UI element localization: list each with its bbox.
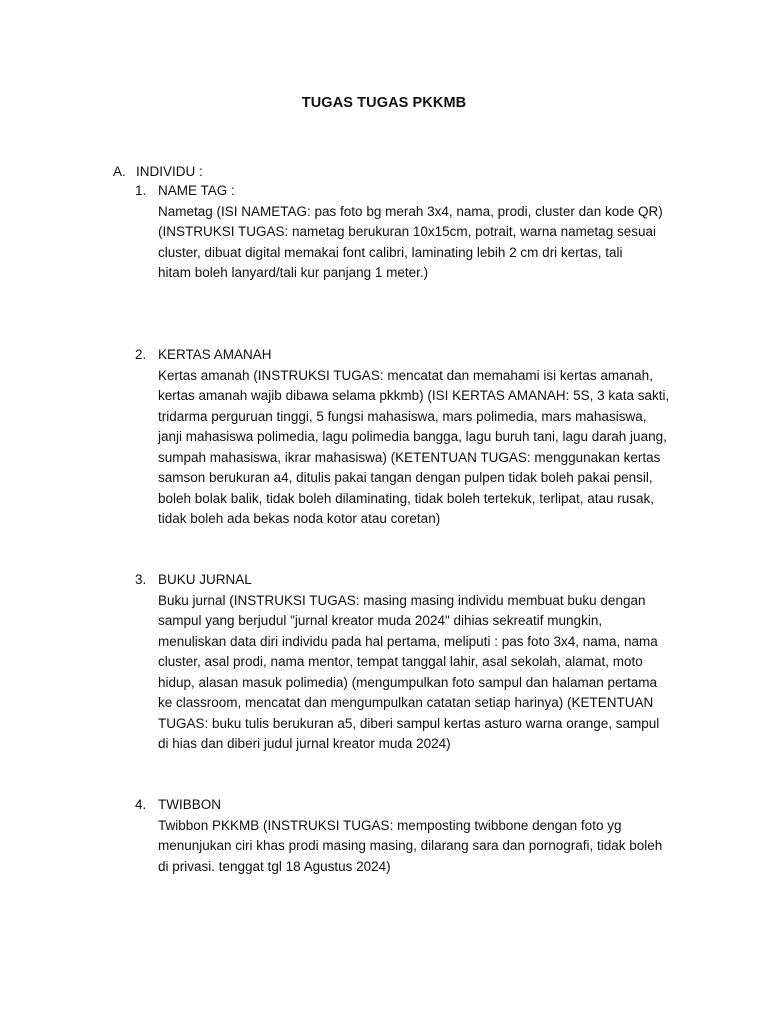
item-body-line: hidup, alasan masuk polimedia) (mengumpulkan foto sampul dan halaman pertama [158, 674, 658, 690]
item-number: 4. [135, 797, 147, 812]
list-item-name-tag [135, 181, 695, 284]
list-item-twibbon [135, 795, 695, 877]
item-body-line: kertas amanah wajib dibawa selama pkkmb) (ISI KERTAS AMANAH: 5S, 3 kata sakti, [158, 388, 670, 403]
item-heading: NAME TAG : [158, 183, 235, 198]
list-item-buku-jurnal [135, 570, 695, 755]
list-item-kertas-amanah [135, 345, 695, 530]
item-body-line: samson berukuran a4, ditulis pakai tangan dengan pulpen tidak boleh pakai pensil, [158, 470, 653, 485]
item-body-line: cluster, asal prodi, nama mentor, tempat tanggal lahir, asal sekolah, alamat, moto [158, 654, 643, 669]
item-body-line: Twibbon PKKMB (INSTRUKSI TUGAS: memposting twibbone dengan foto yg [158, 817, 622, 833]
item-body-line: ke classroom, mencatat dan mengumpulkan catatan setiap harinya) (KETENTUAN [158, 695, 654, 710]
item-body-line: di privasi. tenggat tgl 18 Agustus 2024) [158, 858, 391, 874]
item-body-line: tridarma perguruan tinggi, 5 fungsi mahasiswa, mars polimedia, mars mahasiswa, [158, 408, 647, 424]
item-body [158, 202, 688, 284]
item-body-line: menuliskan data diri individu pada hal pertama, meliputi : pas foto 3x4, nama, nama [158, 633, 658, 649]
item-body [158, 816, 688, 878]
item-number: 3. [135, 572, 147, 587]
item-number: 1. [135, 183, 147, 198]
item-body [158, 591, 688, 755]
document-title: TUGAS TUGAS PKKMB [301, 95, 467, 111]
item-body-line: sumpah mahasiswa, ikrar mahasiswa) (KETENTUAN TUGAS: menggunakan kertas [158, 449, 661, 465]
item-heading: TWIBBON [158, 797, 221, 812]
item-body-line: (INSTRUKSI TUGAS: nametag berukuran 10x15cm, potrait, warna nametag sesuai [158, 224, 656, 239]
item-body-line: di hias dan diberi judul jurnal kreator muda 2024) [158, 736, 451, 751]
item-number: 2. [135, 347, 147, 362]
section-marker: A. [113, 164, 126, 179]
item-body-line: Kertas amanah (INSTRUKSI TUGAS: mencatat dan memahami isi kertas amanah, [158, 367, 653, 383]
item-body-line: Nametag (ISI NAMETAG: pas foto bg merah 3x4, nama, prodi, cluster dan kode QR) [158, 203, 663, 219]
item-body-line: TUGAS: buku tulis berukuran a5, diberi sampul kertas asturo warna orange, sampul [158, 715, 660, 731]
item-body-line: Buku jurnal (INSTRUKSI TUGAS: masing masing individu membuat buku dengan [158, 592, 646, 608]
item-body-line: menunjukan ciri khas prodi masing masing, dilarang sara dan pornografi, tidak boleh [158, 838, 663, 853]
item-body-line: sampul yang berjudul "jurnal kreator muda 2024" dihias sekreatif mungkin, [158, 613, 603, 628]
item-body-line: boleh bolak balik, tidak boleh dilaminating, tidak boleh tertekuk, terlipat, atau rusak, [158, 490, 655, 506]
item-heading: BUKU JURNAL [158, 572, 252, 587]
item-body-line: cluster, dibuat digital memakai font calibri, laminating lebih 2 cm dri kertas, tali [158, 244, 623, 260]
section-label: INDIVIDU : [136, 164, 203, 179]
item-body [158, 366, 688, 530]
item-heading: KERTAS AMANAH [158, 347, 272, 362]
item-body-line: hitam boleh lanyard/tali kur panjang 1 meter.) [158, 265, 429, 280]
item-body-line: janji mahasiswa polimedia, lagu polimedia bangga, lagu buruh tani, lagu darah juang, [158, 429, 667, 444]
item-body-line: tidak boleh ada bekas noda kotor atau coretan) [158, 511, 441, 526]
section-heading-individu [113, 162, 203, 182]
